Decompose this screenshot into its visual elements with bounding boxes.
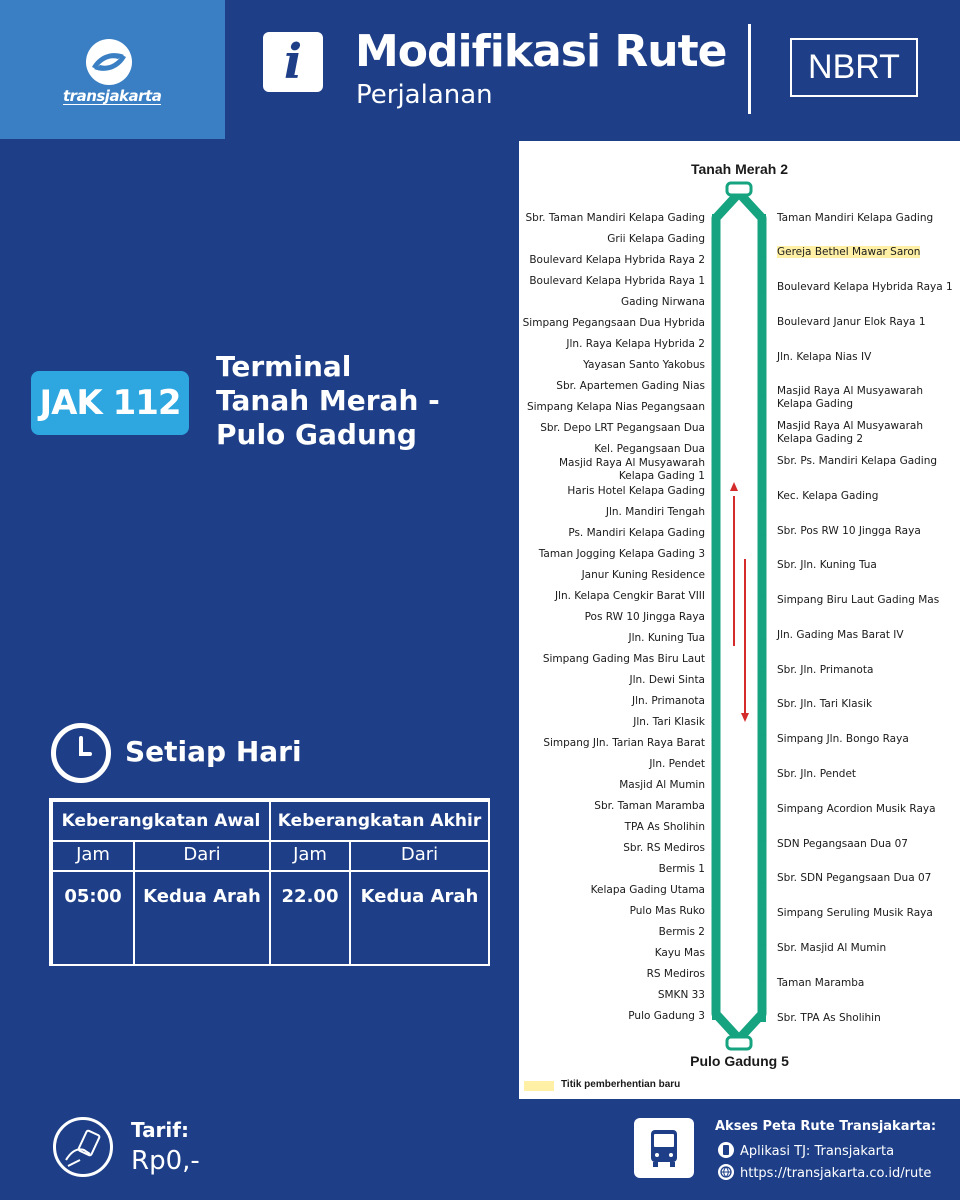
left-stop-label: Jln. Kelapa Cengkir Barat VIII [554,589,705,602]
terminal-bottom-marker [727,1037,751,1049]
stop-marker [758,910,766,918]
phone-icon [718,1142,734,1158]
right-stop-label: Sbr. Masjid Al Mumin [777,941,887,954]
stop-marker [712,277,720,285]
left-stop-label: Boulevard Kelapa Hybrida Raya 2 [529,253,705,266]
stop-marker [758,527,766,535]
left-stop-label: Sbr. Taman Mandiri Kelapa Gading [525,211,705,224]
stop-marker [712,214,720,222]
stop-marker [712,445,720,453]
stop-marker [758,805,766,813]
left-stop-label: Kel. Pegangsaan Dua [594,442,705,455]
right-stop-label: Boulevard Kelapa Hybrida Raya 1 [777,281,953,294]
left-stop-label: SMKN 33 [657,988,705,1001]
right-stop-label: Sbr. Jln. Pendet [777,768,857,781]
stop-marker [758,353,766,361]
stop-marker [758,457,766,465]
stop-marker [712,1012,720,1020]
stop-marker [758,597,766,605]
stop-marker [712,676,720,684]
left-stop-label: TPA As Sholihin [624,820,705,833]
stop-marker [712,970,720,978]
left-stop-label: Sbr. Depo LRT Pegangsaan Dua [540,421,705,434]
right-stop-label: Masjid Raya Al Musyawarah Kelapa Gading 2 [777,420,923,446]
bus-icon [634,1118,694,1178]
globe-icon [718,1164,734,1180]
stop-marker [758,1014,766,1022]
stop-marker [712,655,720,663]
terminal-top-marker [727,183,751,195]
page-title: Modifikasi Rute [355,26,727,77]
left-stop-label: Pulo Gadung 3 [628,1009,705,1022]
stop-marker [712,592,720,600]
right-stop-label: Sbr. Jln. Tari Klasik [777,698,873,711]
left-stop-label: Jln. Pendet [649,757,705,770]
origin-column-header: Dari [349,840,490,872]
right-stop-label: Simpang Seruling Musik Raya [777,907,933,920]
stop-marker [758,214,766,222]
info-icon: i [263,32,323,92]
stop-marker [712,949,720,957]
right-stop-label: Sbr. Pos RW 10 Jingga Raya [777,524,921,537]
stop-marker [712,382,720,390]
left-stop-label: Sbr. RS Mediros [623,841,705,854]
brand-name: transjakarta [63,87,162,105]
right-stop-label: Simpang Biru Laut Gading Mas [777,594,940,607]
left-stop-label: Janur Kuning Residence [581,568,705,581]
new-stop-label: Gereja Bethel Mawar Saron [777,246,921,259]
clock-icon [51,723,111,783]
left-stop-label: Jln. Dewi Sinta [629,673,705,686]
left-stop-label: Ps. Mandiri Kelapa Gading [568,526,705,539]
stop-marker [758,562,766,570]
stop-marker [758,840,766,848]
left-stop-label: Jln. Kuning Tua [628,631,705,644]
stop-marker [712,697,720,705]
left-stop-label: Gading Nirwana [620,295,705,308]
left-stop-label: Masjid Raya Al Musyawarah Kelapa Gading 1 [559,457,705,482]
stop-marker [712,508,720,516]
first-departure-time: 05:00 [51,870,135,966]
time-column-header: Jam [269,840,351,872]
right-stop-label: Kec. Kelapa Gading [777,489,879,502]
web-access-row [718,1164,931,1183]
left-stop-label: Pulo Mas Ruko [629,904,705,917]
route-name-line: Tanah Merah - [216,384,440,417]
stop-marker [712,403,720,411]
app-name: Aplikasi TJ: Transjakarta [740,1144,895,1159]
left-stop-label: Simpang Gading Mas Biru Laut [542,652,705,665]
stop-marker [758,388,766,396]
page-subtitle: Perjalanan [356,80,493,110]
right-stop-label: Sbr. Jln. Primanota [777,663,874,676]
stop-marker [712,991,720,999]
right-stop-label: Jln. Gading Mas Barat IV [777,628,904,641]
stop-marker [758,631,766,639]
direction-arrow-down-head [741,713,749,722]
right-stop-label: Boulevard Janur Elok Raya 1 [777,315,926,328]
terminal-bottom-label: Pulo Gadung 5 [690,1053,789,1069]
stop-marker [712,907,720,915]
stop-marker [712,760,720,768]
stop-marker [758,284,766,292]
tap-card-icon [53,1117,113,1177]
stop-marker [758,736,766,744]
stop-marker [712,844,720,852]
website-link[interactable]: https://transjakarta.co.id/rute [740,1166,932,1181]
schedule-table [49,798,490,966]
stop-marker [712,928,720,936]
transjakarta-logo-icon [84,37,134,87]
direction-arrow-up-head [730,482,738,491]
stop-marker [712,718,720,726]
left-stop-label: Masjid Al Mumin [619,778,705,791]
brand-panel [0,0,225,139]
stop-marker [712,298,720,306]
right-stop-label: Simpang Acordion Musik Raya [777,802,936,815]
right-stop-label: Sbr. Jln. Kuning Tua [777,559,877,572]
left-stop-label: Grii Kelapa Gading [607,232,705,245]
left-stop-label: Simpang Pegangsaan Dua Hybrida [522,316,705,329]
stop-marker [712,571,720,579]
stop-marker [712,319,720,327]
stop-marker [712,823,720,831]
left-stop-label: Bermis 1 [658,862,705,875]
right-stop-label: Taman Mandiri Kelapa Gading [777,211,934,224]
stop-marker [758,771,766,779]
stop-marker [758,944,766,952]
stop-marker [712,340,720,348]
right-stop-label: SDN Pegangsaan Dua 07 [777,837,908,850]
stop-marker [712,550,720,558]
left-stop-label: Haris Hotel Kelapa Gading [567,484,705,497]
new-stop-legend-label: Titik pemberhentian baru [561,1079,681,1090]
header-divider [748,24,751,114]
left-stop-label: Jln. Primanota [631,694,705,707]
stop-marker [758,875,766,883]
operating-days: Setiap Hari [125,735,302,768]
left-stop-label: Simpang Jln. Tarian Raya Barat [543,736,705,749]
left-stop-label: Boulevard Kelapa Hybrida Raya 1 [529,274,705,287]
stop-marker [712,613,720,621]
last-departure-header: Keberangkatan Akhir [269,800,490,842]
new-stop-legend-swatch [524,1081,554,1091]
last-departure-origin: Kedua Arah [349,870,490,966]
stop-marker [712,634,720,642]
right-stop-label: Masjid Raya Al Musyawarah Kelapa Gading [777,385,923,411]
left-stop-label: RS Mediros [646,967,705,980]
stop-marker [712,781,720,789]
stop-marker [712,466,720,474]
stop-marker [712,739,720,747]
last-departure-time: 22.00 [269,870,351,966]
stop-marker [712,487,720,495]
left-stop-label: Kayu Mas [654,946,705,959]
left-stop-label: Sbr. Taman Maramba [594,799,705,812]
first-departure-origin: Kedua Arah [133,870,271,966]
route-code-badge: JAK 112 [31,371,189,435]
fare-value: Rp0,- [131,1146,200,1176]
stop-marker [758,492,766,500]
stop-marker [758,423,766,431]
left-stop-label: Jln. Mandiri Tengah [605,505,705,518]
stop-marker [712,529,720,537]
left-stop-label: Jln. Raya Kelapa Hybrida 2 [566,337,705,350]
time-column-header: Jam [51,840,135,872]
origin-column-header: Dari [133,840,271,872]
stop-marker [712,361,720,369]
stop-marker [712,865,720,873]
stop-marker [758,979,766,987]
left-stop-label: Bermis 2 [658,925,705,938]
app-access-row [718,1142,894,1161]
stop-marker [712,886,720,894]
right-stop-label: Simpang Jln. Bongo Raya [777,733,909,746]
stop-marker [758,318,766,326]
service-type-badge: NBRT [790,38,918,97]
stop-marker [712,802,720,810]
right-stop-label: Sbr. Ps. Mandiri Kelapa Gading [777,454,938,467]
right-stop-label: Jln. Kelapa Nias IV [777,350,872,363]
stop-marker [712,235,720,243]
stop-marker [712,424,720,432]
stop-marker [712,256,720,264]
left-stop-label: Kelapa Gading Utama [590,883,705,896]
right-stop-label: Taman Maramba [777,976,865,989]
route-map [519,141,960,1099]
left-stop-label: Yayasan Santo Yakobus [583,358,705,371]
route-loop-line [716,193,762,1039]
fare-label: Tarif: [131,1118,189,1142]
route-name-line: Pulo Gadung [216,418,417,451]
left-stop-label: Simpang Kelapa Nias Pegangsaan [526,400,705,413]
stop-marker [758,701,766,709]
terminal-top-label: Tanah Merah 2 [691,161,788,177]
left-stop-label: Sbr. Apartemen Gading Nias [556,379,705,392]
left-stop-label: Pos RW 10 Jingga Raya [584,610,705,623]
left-stop-label: Jln. Tari Klasik [633,715,705,728]
right-stop-label: Sbr. SDN Pegangsaan Dua 07 [777,872,932,885]
stop-marker [758,249,766,257]
first-departure-header: Keberangkatan Awal [51,800,271,842]
left-stop-label: Taman Jogging Kelapa Gading 3 [538,547,705,560]
stop-marker [758,666,766,674]
right-stop-label: Sbr. TPA As Sholihin [777,1011,881,1024]
route-name [216,350,516,452]
route-map-access-title: Akses Peta Rute Transjakarta: [715,1119,937,1134]
route-name-line: Terminal [216,350,352,383]
